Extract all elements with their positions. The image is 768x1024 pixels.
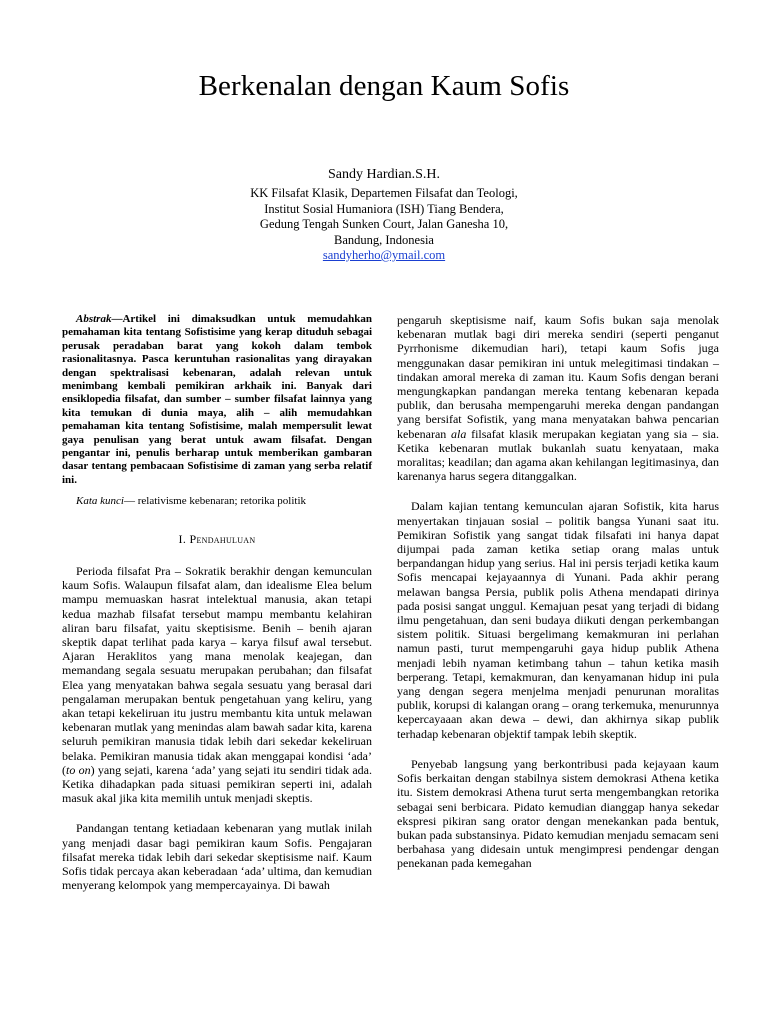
paper-title: Berkenalan dengan Kaum Sofis xyxy=(198,70,570,102)
paragraph-emphasis: to on xyxy=(66,762,91,777)
affiliation-line: KK Filsafat Klasik, Departemen Filsafat dan Teologi, xyxy=(250,186,518,200)
abstract xyxy=(62,313,372,487)
left-column xyxy=(62,313,372,892)
paragraph-text: ) yang sejati, karena ‘ada’ yang sejati itu sendiri tidak ada. Ketika dihadapkan pada situasi pemikiran seperti ini, adalah masuk akal jika kita memilih untuk menjadi skeptis. xyxy=(62,762,372,806)
abstract-lead: Abstrak xyxy=(76,313,112,325)
paragraph-text: pengaruh skeptisisme naif, kaum Sofis bukan saja menolak kebenaran mutlak bagi diri mereka sendiri (seperti penganut Pyrrhonisme dikemudian hari), tetapi kaum Sofis juga menggunakan dasar pemikiran ini untuk melegitimasi tindakan – tindakan amoral mereka di zaman itu. Kaum Sofis dengan berani mengungkapkan pandangan mereka tentang kebenaran kepada publik, dan berusaha mempengaruhi mereka dengan pandangan yang bersifat Sofistik, yang mana menyatakan bahwa pencarian kebenaran xyxy=(397,313,719,441)
keywords-lead: Kata kunci xyxy=(76,495,124,508)
section-number: I. xyxy=(178,531,187,546)
paragraph: Penyebab langsung yang berkontribusi pada kejayaan kaum Sofis berkaitan dengan stabilnya sistem demokrasi Athena ketika itu. Sistem demokrasi Athena turut serta mengembangkan retorika sebagai seni berbicara. Pidato kemudian dianggap hanya sekedar ekspresi pikiran sang orator dengan menekankan pada bentuk, bukan pada substansinya. Pidato kemudian menjadu semacam seni berbahasa yang didesain untuk mengimpresi pendengar dengan penekanan pada kemegahan xyxy=(397,756,719,871)
affiliation-line: Institut Sosial Humaniora (ISH) Tiang Bendera, xyxy=(264,201,504,216)
right-column xyxy=(397,313,719,871)
author-email-link[interactable]: sandyherho@ymail.com xyxy=(322,248,446,262)
paragraph-emphasis: ala xyxy=(451,426,467,441)
abstract-text: —Artikel ini dimaksudkan untuk memudahkan pemahaman kita tentang Sofistisime yang kerap dituduh sebagai perusak peradaban barat yang kokoh dalam tembok rasionalitasnya. Pasca keruntuhan rasionalitas yang dirayakan dengan spektralisasi kebenaran, adalah relevan untuk menimbang kembali pemikiran arkhaik ini. Banyak dari ensiklopedia filsafat, dan sumber – sumber filsafat lainnya yang kita temukan di dunia maya, alih – alih memudahkan pemahaman kita tentang Sofistisime, malah mempersulit lewat gaya penulisan yang berat untuk awam filsafat. Dengan pengantar ini, penulis berharap untuk memberikan gambaran dasar tentang pembacaan Sofistisime di zaman yang serba relatif ini. xyxy=(62,313,372,486)
section-title: Pendahuluan xyxy=(189,531,256,546)
paragraph xyxy=(62,564,372,805)
paragraph-text: Perioda filsafat Pra – Sokratik berakhir dengan kemunculan kaum Sofis. Walaupun filsafat alam, dan idealisme Elea belum mampu memuaskan hasrat intelektual manusia, akan tetapi kedua mazhab filsafat tersebut mampu membantu kelahiran aliran baru filsafat, yaitu skeptisisme. Benih – benih ajaran skeptik dapat terlihat pada karya – karya filsuf awal tersebut. Ajaran Heraklitos yang mana menolak keajegan, dan memandang segala sesuatu merupakan perubahan; dan filsafat Elea yang menyatakan bahwa segala sesuatu yang berasal dari pengalaman merupakan bentuk pengetahuan yang keliru, yang akan tetapi kekeliruan itu justru membantu kita untuk melawan kebenaran mutlak yang menindas alam bawah sadar kita, karena seluruh pemikiran manusia tidak lebih dari sekedar kekeliruan belaka. Pemikiran manusia tidak akan menggapai kondisi ‘ada’ ( xyxy=(62,563,372,777)
paragraph xyxy=(397,313,719,483)
keywords-text: relativisme kebenaran; retorika politik xyxy=(137,495,307,508)
paragraph-text: filsafat klasik merupakan kegiatan yang sia – sia. Ketika kebenaran mutlak bukanlah suatu kenyataan, maka moralitas; keadilan; dan agama akan kehilangan legitimasinya, dan karenanya harus segera ditanggalkan. xyxy=(397,426,719,484)
keywords xyxy=(62,495,372,508)
author-affiliation xyxy=(0,186,768,264)
author-name: Sandy Hardian.S.H. xyxy=(328,167,440,182)
section-heading xyxy=(62,532,372,546)
keywords-dash: — xyxy=(123,495,138,508)
paragraph: Pandangan tentang ketiadaan kebenaran yang mutlak inilah yang menjadi dasar bagi pemikiran kaum Sofis. Pengajaran filsafat mereka tidak lebih dari sekedar skeptisisme naif. Kaum Sofis tidak percaya akan keberadaan ‘ada’ ultima, dan kemudian menyerang kelompok yang mempercayainya. Di bawah xyxy=(62,821,372,893)
paragraph: Dalam kajian tentang kemunculan ajaran Sofistik, kita harus menyertakan tinjauan sosial – politik bangsa Yunani saat itu. Pemikiran Sofistik yang sangat tidak filsafati ini hanya dapat dijumpai pada zaman ketika setiap orang malas untuk berpandangan hidup yang serius. Hal ini persis terjadi ketika kaum Sofis mencapai kejayaannya di Yunani. Pada akhir perang melawan bangsa Persia, publik polis Athena mendapati dirinya pada posisi sangat unggul. Kemajuan pesat yang terjadi di bidang ilmu pengetahuan, dan seni budaya diikuti dengan perkembangan sistem politik. Situasi bergelimang kemakmuran ini perlahan namun pasti, turut mempengaruhi gaya hidup publik Athena menjadi lebih nyaman ketimbang tahun – tahun ketika masih berperang. Tetapi, kemakmuran, dan kenyamanan hidup ini pula yang dengan segera menjelma menjadi penurunan moralitas publik, korupsi di kalangan orang – orang terkemuka, menurunnya kepercayaaan akan dewa – dewi, dan akhirnya sikap publik terhadap kebenaran objektif tampak lebih skeptik. xyxy=(397,499,719,741)
affiliation-line: Gedung Tengah Sunken Court, Jalan Ganesha 10, xyxy=(259,217,509,231)
affiliation-line: Bandung, Indonesia xyxy=(334,232,434,247)
